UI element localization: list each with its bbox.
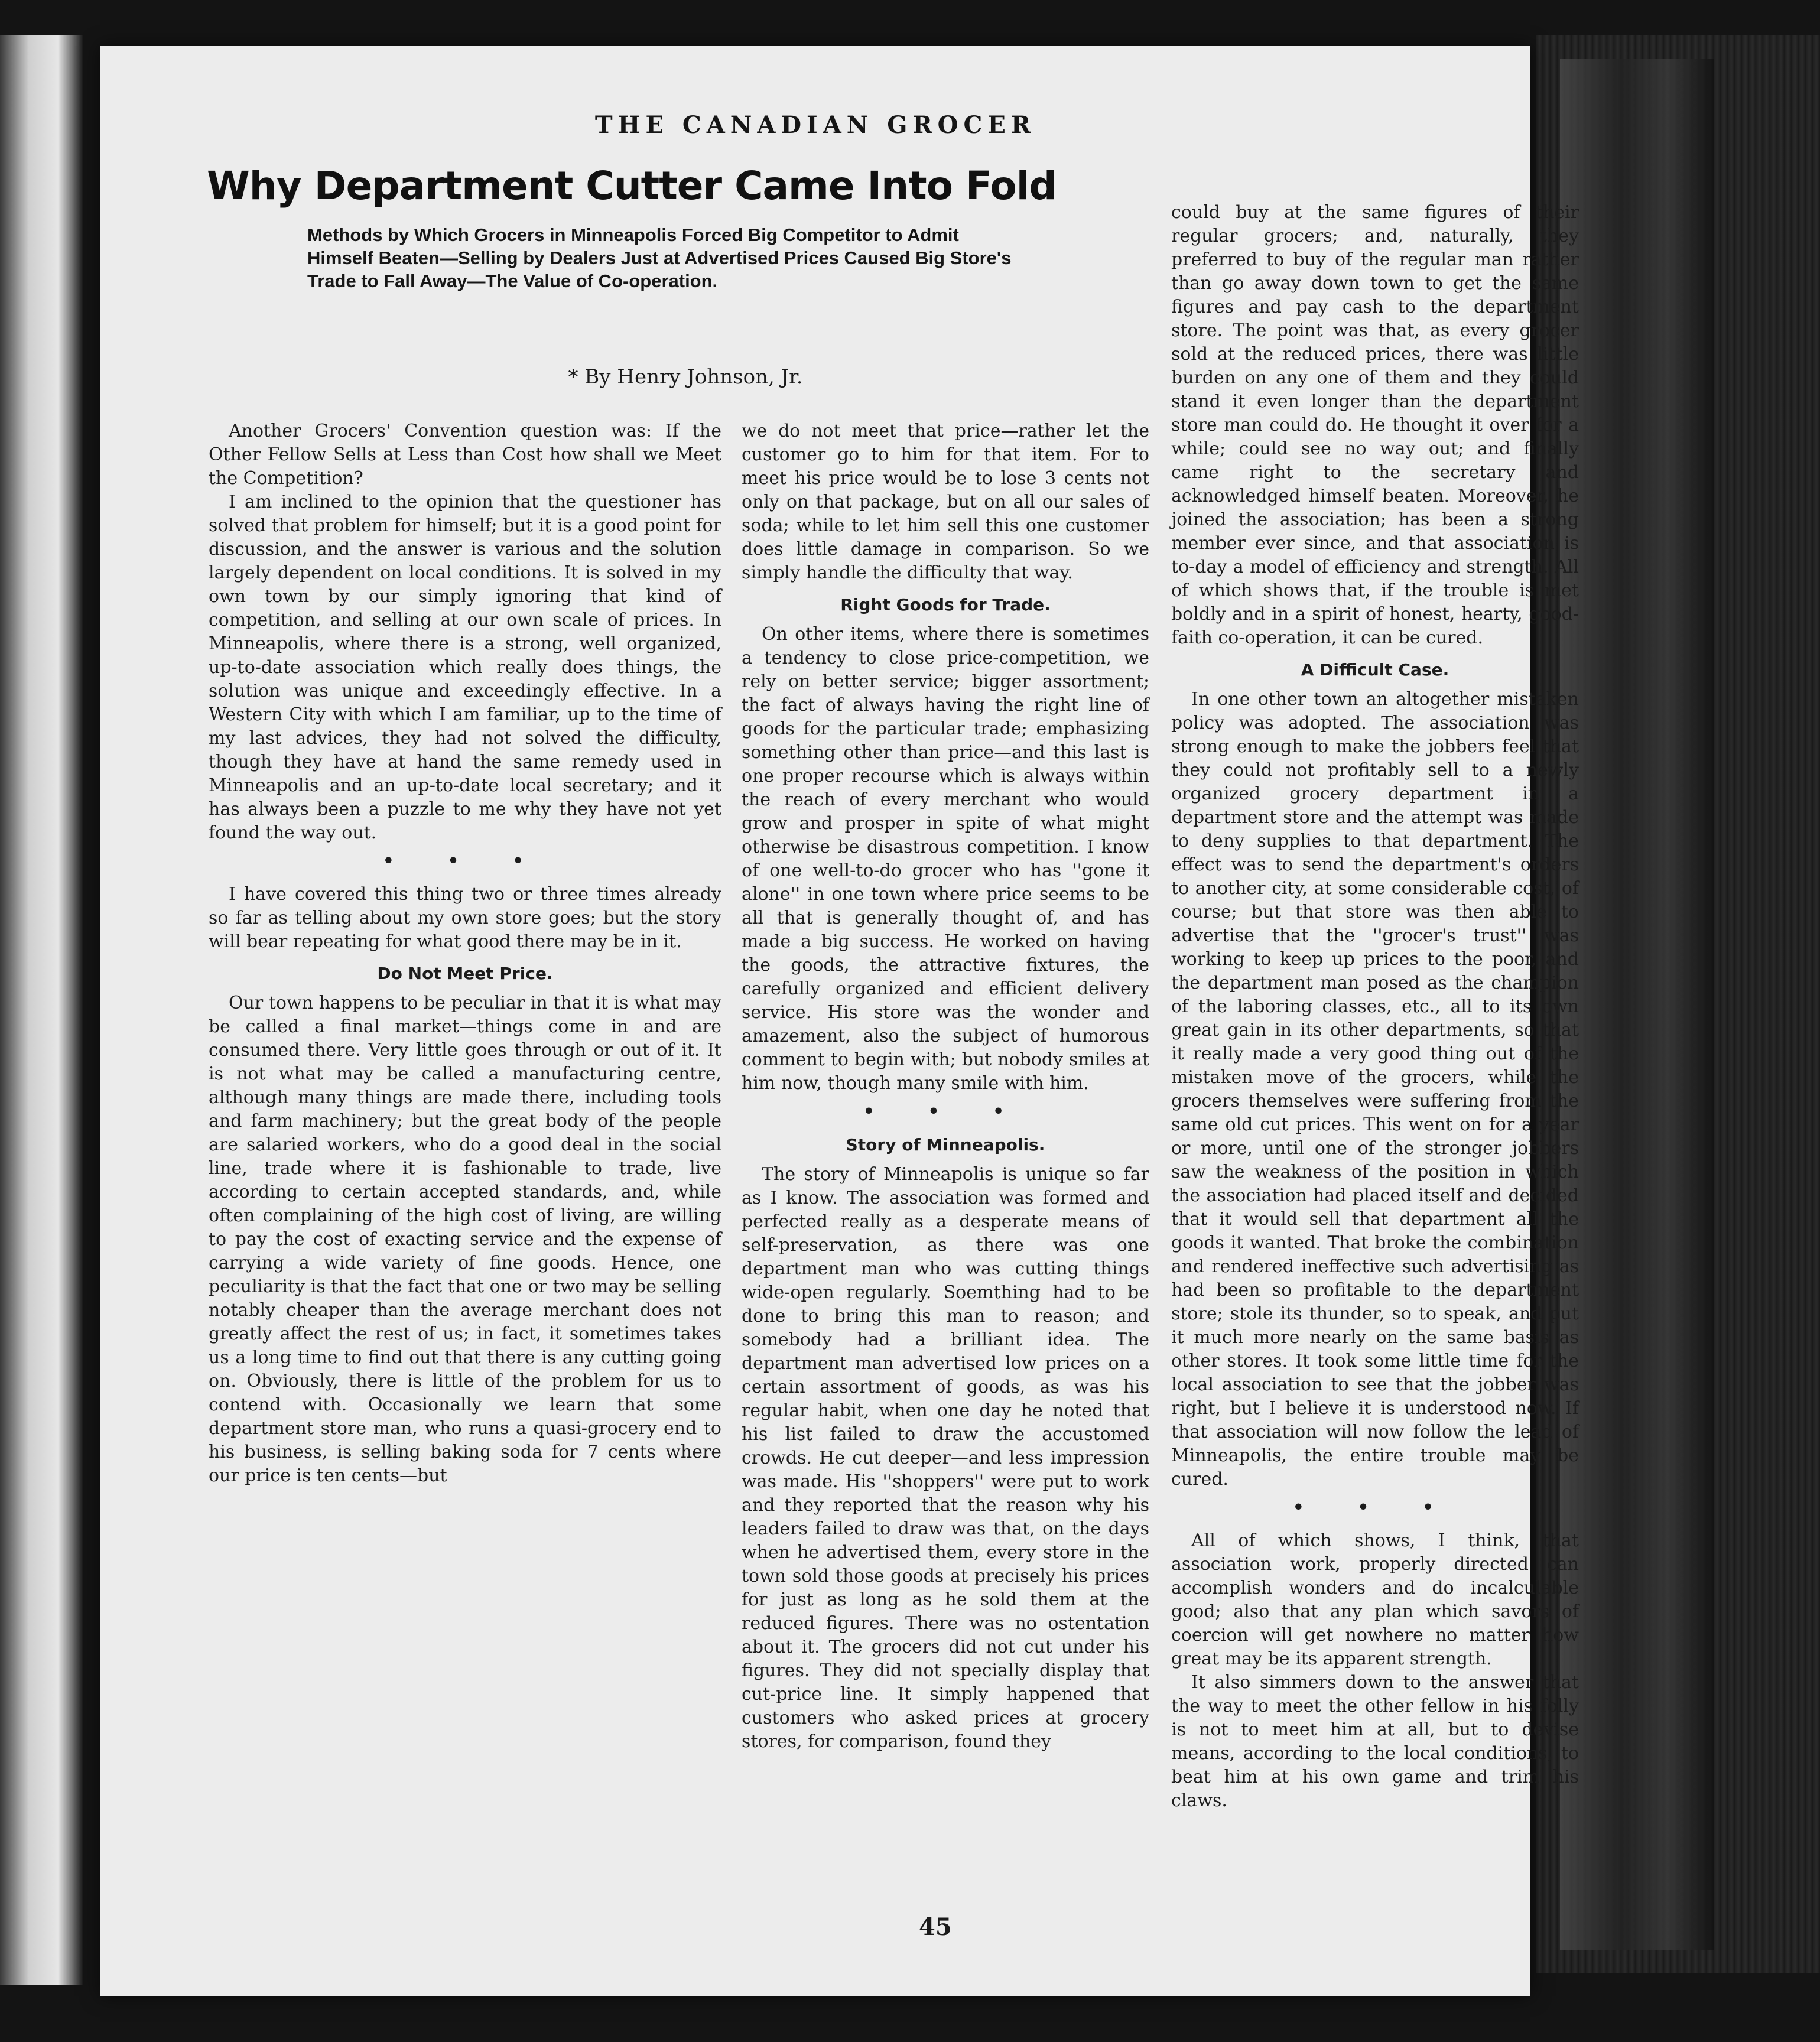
paragraph: The story of Minneapolis is unique so far as I know. The association was formed and perfected really as a desperate means of self-preservation, as there was one department man who was cutting things wide-open regularly. Soemthing had to be done to bring this man to reason; and somebody had a brilliant idea. The department man advertised low prices on a certain assortment of goods, as was his regular habit, when one day he noted that his list failed to draw the accustomed crowds. He cut deeper—and less impression was made. His ''shoppers'' were put to work and they reported that the reason why his leaders failed to draw was that, on the days when he advertised them, every store in the town sold those goods at precisely his prices for just as long as he sold them at the reduced figures. There was no ostentation about it. The grocers did not cut under his figures. They did not specially display that cut-price line. It simply happened that customers who asked prices at grocery stores, for comparison, found they: [742, 1164, 1149, 1752]
subheading: A Difficult Case.: [1301, 660, 1450, 679]
paragraph: Another Grocers' Convention question was: If the Other Fellow Sells at Less than Cost how shall we Meet the Competition?: [209, 421, 722, 489]
subheading: Do Not Meet Price.: [377, 964, 553, 983]
section-divider: • • •: [1292, 1497, 1458, 1518]
facing-page-edge: [0, 35, 83, 1985]
page-number: 45: [919, 1913, 952, 1941]
column-1: [209, 420, 722, 1488]
paragraph: could buy at the same figures of their regular grocers; and, naturally, they preferred to buy of the regular man rather than go away down town to get the same figures and pay cash to the department store. The point was that, as every grocer sold at the reduced prices, there was little burden on any one of them and they could stand it even longer than the department store man could do. He thought it over for a while; could see no way out; and finally came right to the secretary and acknowledged himself beaten. Moreover, he joined the association; has been a strong member ever since, and that association is to-day a model of efficiency and strength. All of which shows that, if the trouble is met boldly and in a spirit of honest, hearty, good-faith co-operation, it can be cured.: [1171, 202, 1579, 648]
byline: * By Henry Johnson, Jr.: [568, 365, 803, 389]
column-3: [1171, 201, 1579, 1813]
subheading: Story of Minneapolis.: [846, 1135, 1045, 1155]
paragraph: In one other town an altogether mistaken policy was adopted. The association was strong enough to make the jobbers feel that they could not profitably sell to a newly organized grocery department in a department store and the attempt was made to deny supplies to that department. The effect was to send the department's orders to another city, at some considerable cost, of course; but that store was then able to advertise that the ''grocer's trust'' was working to keep up prices to the poor, and the department man posed as the champion of the laboring classes, etc., all to its own great gain in its other departments, so that it really made a very good thing out of the mistaken move of the grocers, while the grocers themselves were suffering from the same old cut prices. This went on for a year or more, until one of the stronger jobbers saw the weakness of the position in which the association had placed itself and decided that it would sell that department all the goods it wanted. That broke the combination and rendered ineffective such advertising as had been so profitable to the department store; stole its thunder, so to speak, and put it much more nearly on the same basis as other stores. It took some little time for the local association to see that the jobber was right, but I believe it is understood now. If that association will now follow the lead of Minneapolis, the entire trouble may be cured.: [1171, 689, 1579, 1490]
book-edge: [1536, 35, 1820, 1973]
subheading: Right Goods for Trade.: [840, 595, 1051, 614]
paragraph: All of which shows, I think, that association work, properly directed can accomplish wonders and do incalculable good; also that any plan which savors of coercion will get nowhere no matter how great may be its apparent strength.: [1171, 1530, 1579, 1669]
section-divider: • • •: [863, 1101, 1028, 1122]
article-deck: Methods by Which Grocers in Minneapolis Forced Big Competitor to Admit Himself Beaten—Selling by Dealers Just at Advertised Prices Caused Big Store's Trade to Fall Away—The Value of Co-operation.: [307, 225, 1012, 291]
paragraph: I am inclined to the opinion that the questioner has solved that problem for himself; but it is a good point for discussion, and the answer is various and the solution largely dependent on local conditions. It is solved in my own town by our simply ignoring that kind of competition, and selling at our own scale of prices. In Minneapolis, where there is a strong, well organized, up-to-date association which really does things, the solution was unique and exceedingly effective. In a Western City with which I am familiar, up to the time of my last advices, they had not solved the difficulty, though they have at hand the same remedy used in Minneapolis and an up-to-date local secretary; and it has always been a puzzle to me why they have not yet found the way out.: [209, 492, 722, 843]
paragraph: Our town happens to be peculiar in that it is what may be called a final market—things come in and are consumed there. Very little goes through or out of it. It is not what may be called a manufacturing centre, although many things are made there, including tools and farm machinery; but the great body of the people are salaried workers, who do a good deal in the social line, trade where it is fashionable to trade, live according to certain accepted standards, and, while often complaining of the high cost of living, are willing to pay the cost of exacting service and the expense of carrying a wide variety of fine goods. Hence, one peculiarity is that the fact that one or two may be selling notably cheaper than the average merchant does not greatly affect the rest of us; in fact, it sometimes takes us a long time to find out that there is any cutting going on. Obviously, there is little of the problem for us to contend with. Occasionally we learn that some department store man, who runs a quasi-grocery end to his business, is selling baking soda for 7 cents where our price is ten cents—but: [209, 993, 722, 1486]
paragraph: we do not meet that price—rather let the customer go to him for that item. For to meet his price would be to lose 3 cents not only on that package, but on all our sales of soda; while to let him sell this one customer does little damage in comparison. So we simply handle the difficulty that way.: [742, 421, 1149, 583]
page-stack: [1560, 59, 1714, 1950]
paragraph: On other items, where there is sometimes a tendency to close price-competition, we rely on better service; bigger assortment; the fact of always having the right line of goods for the particular trade; emphasizing something other than price—and this last is one proper recourse which is always within the reach of every merchant who would grow and prosper in spite of what might otherwise be disastrous competition. I know of one well-to-do grocer who has ''gone it alone'' in one town where price seems to be all that is generally thought of, and has made a big success. He worked on having the goods, the attractive fixtures, the carefully organized and efficient delivery service. His store was the wonder and amazement, also the subject of humorous comment to begin with; but nobody smiles at him now, though many smile with him.: [742, 624, 1149, 1094]
magazine-page: [100, 46, 1579, 1996]
section-divider: • • •: [382, 851, 548, 872]
running-head: THE CANADIAN GROCER: [594, 111, 1036, 139]
article-headline: Why Department Cutter Came Into Fold: [207, 163, 1057, 209]
paragraph: It also simmers down to the answer that the way to meet the other fellow in his folly is not to meet him at all, but to devise means, according to the local conditions, to beat him at his own game and trim his claws.: [1171, 1672, 1579, 1811]
column-2: [742, 420, 1149, 1754]
paragraph: I have covered this thing two or three times already so far as telling about my own store goes; but the story will bear repeating for what good there may be in it.: [209, 884, 722, 952]
